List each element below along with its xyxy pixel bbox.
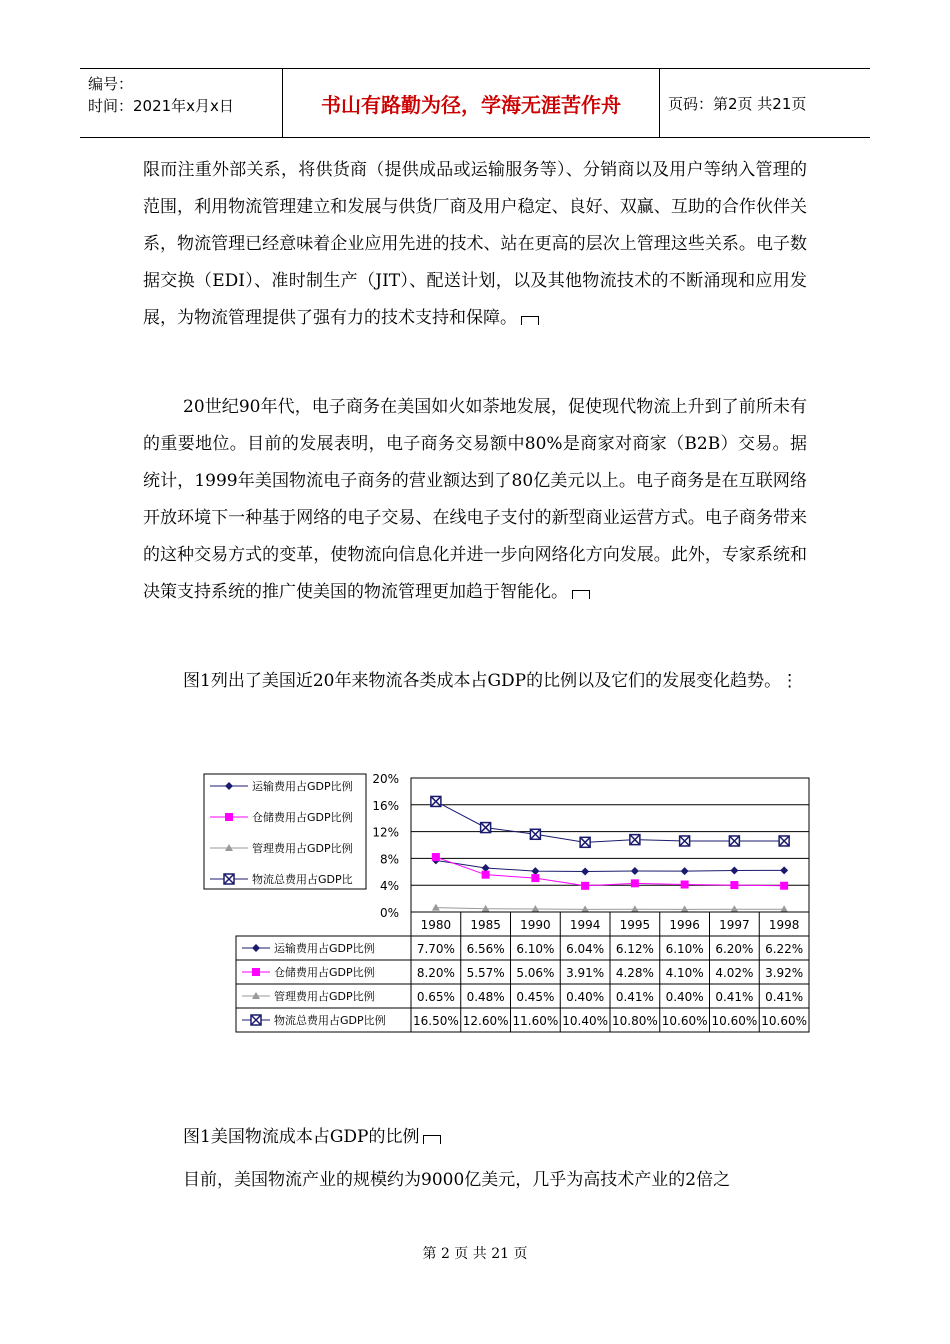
data-label: 0.40%	[665, 990, 704, 1004]
paragraph-1-text: 限而注重外部关系，将供货商（提供成品或运输服务等）、分销商以及用户等纳入管理的范围，利用物流管理建立和发展与供货厂商及用户稳定、良好、双赢、互助的合作伙伴关系，物流管理已经意味着企业应用先进的技术、站在更高的层次上管理这些关系。电子数据交换（EDI）、准时制生产（JIT）、配送计划，以及其他物流技术的不断涌现和应用发展，为物流管理提供了强有力的技术支持和保障。	[143, 160, 807, 328]
data-label: 16.50%	[412, 1014, 459, 1028]
data-label: 10.60%	[711, 1014, 758, 1028]
legend-marker	[225, 813, 233, 821]
data-label: 3.92%	[765, 966, 804, 980]
data-label: 6.56%	[466, 942, 505, 956]
data-point	[780, 882, 788, 890]
data-label: 6.22%	[765, 942, 804, 956]
data-label: 10.40%	[562, 1014, 609, 1028]
plot-area	[411, 778, 809, 912]
data-label: 6.10%	[665, 942, 704, 956]
figure-caption-text: 图1美国物流成本占GDP的比例	[183, 1127, 420, 1147]
data-label: 6.10%	[516, 942, 555, 956]
data-point	[730, 881, 738, 889]
data-label: 0.41%	[615, 990, 654, 1004]
data-point	[631, 905, 639, 912]
data-label: 4.10%	[665, 966, 704, 980]
data-point	[681, 881, 689, 889]
table-legend-marker	[252, 944, 260, 952]
legend-label: 仓储费用占GDP比例	[252, 811, 353, 824]
data-label: 11.60%	[512, 1014, 559, 1028]
data-label: 6.04%	[566, 942, 605, 956]
paragraph-4: 目前，美国物流产业的规模约为9000亿美元，几乎为高技术产业的2倍之	[183, 1170, 731, 1190]
data-point	[780, 866, 788, 874]
header-motto: 书山有路勤为径，学海无涯苦作舟	[283, 69, 660, 137]
series-line	[436, 908, 784, 910]
legend-label: 运输费用占GDP比例	[252, 780, 353, 793]
y-tick-label: 20%	[372, 772, 399, 786]
data-label: 6.12%	[615, 942, 654, 956]
paragraph-mark	[423, 1135, 441, 1144]
data-label: 3.91%	[566, 966, 605, 980]
x-tick-label: 1997	[719, 918, 750, 932]
x-tick-label: 1994	[569, 918, 601, 932]
data-label: 0.48%	[466, 990, 505, 1004]
y-tick-label: 16%	[372, 798, 399, 813]
page-header	[80, 68, 870, 138]
paragraph-3-text: 图1列出了美国近20年来物流各类成本占GDP的比例以及它们的发展变化趋势。⋮	[183, 671, 799, 691]
data-point	[432, 853, 440, 861]
data-label: 10.60%	[661, 1014, 708, 1028]
y-tick-label: 0%	[379, 906, 399, 920]
table-row-label: 运输费用占GDP比例	[274, 942, 375, 955]
y-tick-label: 8%	[379, 852, 399, 867]
figure-caption	[183, 1122, 441, 1147]
data-label: 5.06%	[516, 966, 555, 980]
data-point	[730, 866, 738, 874]
paragraph-3	[143, 663, 807, 700]
legend-label: 物流总费用占GDP比	[252, 873, 353, 886]
paragraph-2-text: 20世纪90年代，电子商务在美国如火如荼地发展，促使现代物流上升到了前所未有的重要地位。目前的发展表明，电子商务交易额中80%是商家对商家（B2B）交易。据统计，1999年美国物流电子商务的营业额达到了80亿美元以上。电子商务是在互联网络开放环境下一种基于网络的电子交易、在线电子支付的新型商业运营方式。电子商务带来的这种交易方式的变革，使物流向信息化并进一步向网络化方向发展。此外，专家系统和决策支持系统的推广使美国的物流管理更加趋于智能化。	[143, 397, 807, 602]
data-point	[681, 867, 689, 875]
data-point	[432, 904, 440, 911]
table-row-label: 物流总费用占GDP比例	[274, 1014, 386, 1027]
data-label: 0.40%	[566, 990, 605, 1004]
data-point	[531, 867, 539, 875]
number-label: 编号：	[88, 75, 134, 93]
table-row-label: 管理费用占GDP比例	[274, 990, 375, 1003]
x-tick-label: 1980	[420, 918, 452, 932]
data-label: 4.28%	[615, 966, 654, 980]
x-tick-label: 1990	[520, 918, 551, 932]
y-tick-label: 4%	[379, 879, 399, 894]
data-point	[631, 879, 639, 887]
data-label: 5.57%	[466, 966, 505, 980]
data-label: 0.45%	[516, 990, 555, 1004]
data-label: 12.60%	[462, 1014, 509, 1028]
header-page-info: 页码：第2页 共21页	[668, 94, 807, 113]
data-point	[581, 868, 589, 876]
data-label: 4.02%	[715, 966, 754, 980]
data-point	[730, 905, 738, 912]
data-point	[482, 871, 490, 879]
page-footer: 第 2 页 共 21 页	[422, 1246, 528, 1262]
x-tick-label: 1998	[768, 918, 800, 932]
table-row-label: 仓储费用占GDP比例	[274, 966, 375, 979]
paragraph-mark	[572, 590, 590, 599]
data-label: 0.41%	[715, 990, 754, 1004]
data-label: 8.20%	[416, 966, 455, 980]
paragraph-2	[143, 389, 807, 611]
data-label: 10.80%	[611, 1014, 658, 1028]
logistics-cost-chart	[200, 762, 820, 1042]
data-label: 0.41%	[765, 990, 804, 1004]
x-tick-label: 1996	[669, 918, 700, 932]
data-label: 10.60%	[761, 1014, 808, 1028]
header-meta	[80, 69, 283, 137]
data-label: 6.20%	[715, 942, 754, 956]
data-point	[531, 874, 539, 882]
data-point	[631, 867, 639, 875]
legend-label: 管理费用占GDP比例	[252, 842, 353, 855]
x-tick-label: 1995	[619, 918, 651, 932]
data-label: 0.65%	[416, 990, 455, 1004]
paragraph-1	[143, 152, 807, 337]
time-label: 时间：2021年x月x日	[88, 97, 234, 115]
data-point	[581, 882, 589, 890]
y-tick-label: 12%	[372, 825, 399, 840]
data-label: 7.70%	[416, 942, 455, 956]
table-legend-marker	[252, 968, 260, 976]
data-point	[780, 905, 788, 912]
paragraph-mark	[521, 316, 539, 325]
x-tick-label: 1985	[470, 918, 501, 932]
